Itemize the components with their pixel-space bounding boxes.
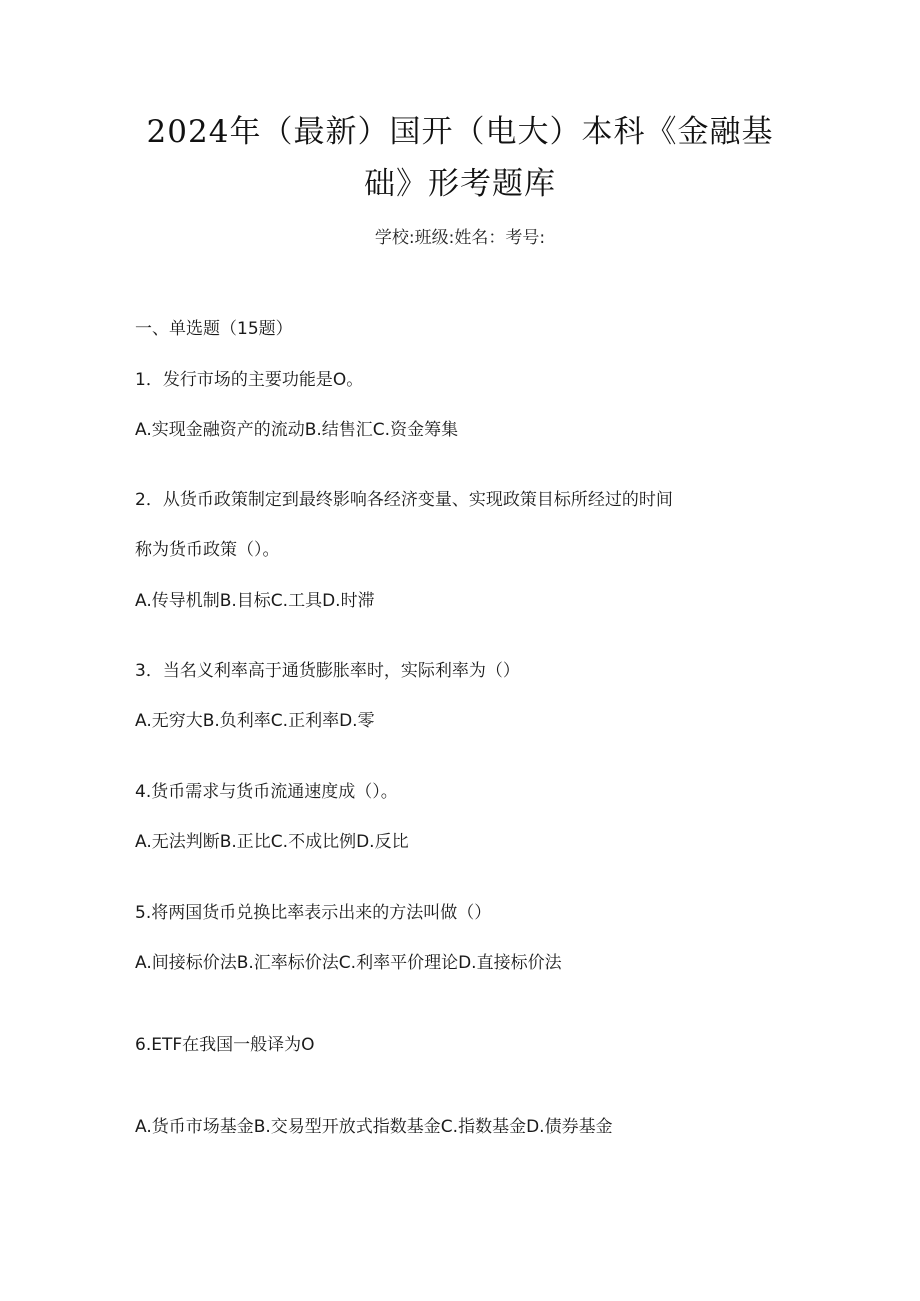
question-3-options: A.无穷大B.负利率C.正利率D.零 xyxy=(135,711,375,731)
question-4-options: A.无法判断B.正比C.不成比例D.反比 xyxy=(135,832,409,852)
question-5-options: A.间接标价法B.汇率标价法C.利率平价理论D.直接标价法 xyxy=(135,953,562,973)
question-6-stem: 6.ETF在我国一般译为O xyxy=(135,1035,315,1055)
question-2-options: A.传导机制B.目标C.工具D.时滞 xyxy=(135,591,375,611)
title-line-2: 础》形考题库 xyxy=(364,166,556,202)
question-4-stem: 4.货币需求与货币流通速度成（）。 xyxy=(135,782,398,802)
student-info-line: 学校:班级:姓名：考号: xyxy=(374,228,546,248)
question-2-stem-line-1: 2．从货币政策制定到最终影响各经济变量、实现政策目标所经过的时间 xyxy=(135,490,673,510)
section-heading: 一、单选题（15题） xyxy=(135,319,293,339)
question-6-options: A.货币市场基金B.交易型开放式指数基金C.指数基金D.债券基金 xyxy=(135,1117,613,1137)
question-5-stem: 5.将两国货币兑换比率表示出来的方法叫做（） xyxy=(135,903,492,923)
question-2-stem-line-2: 称为货币政策（）。 xyxy=(135,540,280,560)
document-title xyxy=(100,106,820,210)
title-line-1: 2024年（最新）国开（电大）本科《金融基 xyxy=(146,114,774,150)
question-1-options: A.实现金融资产的流动B.结售汇C.资金筹集 xyxy=(135,420,459,440)
question-3-stem: 3．当名义利率高于通货膨胀率时，实际利率为（） xyxy=(135,661,520,681)
question-1-stem: 1．发行市场的主要功能是O。 xyxy=(135,370,364,390)
